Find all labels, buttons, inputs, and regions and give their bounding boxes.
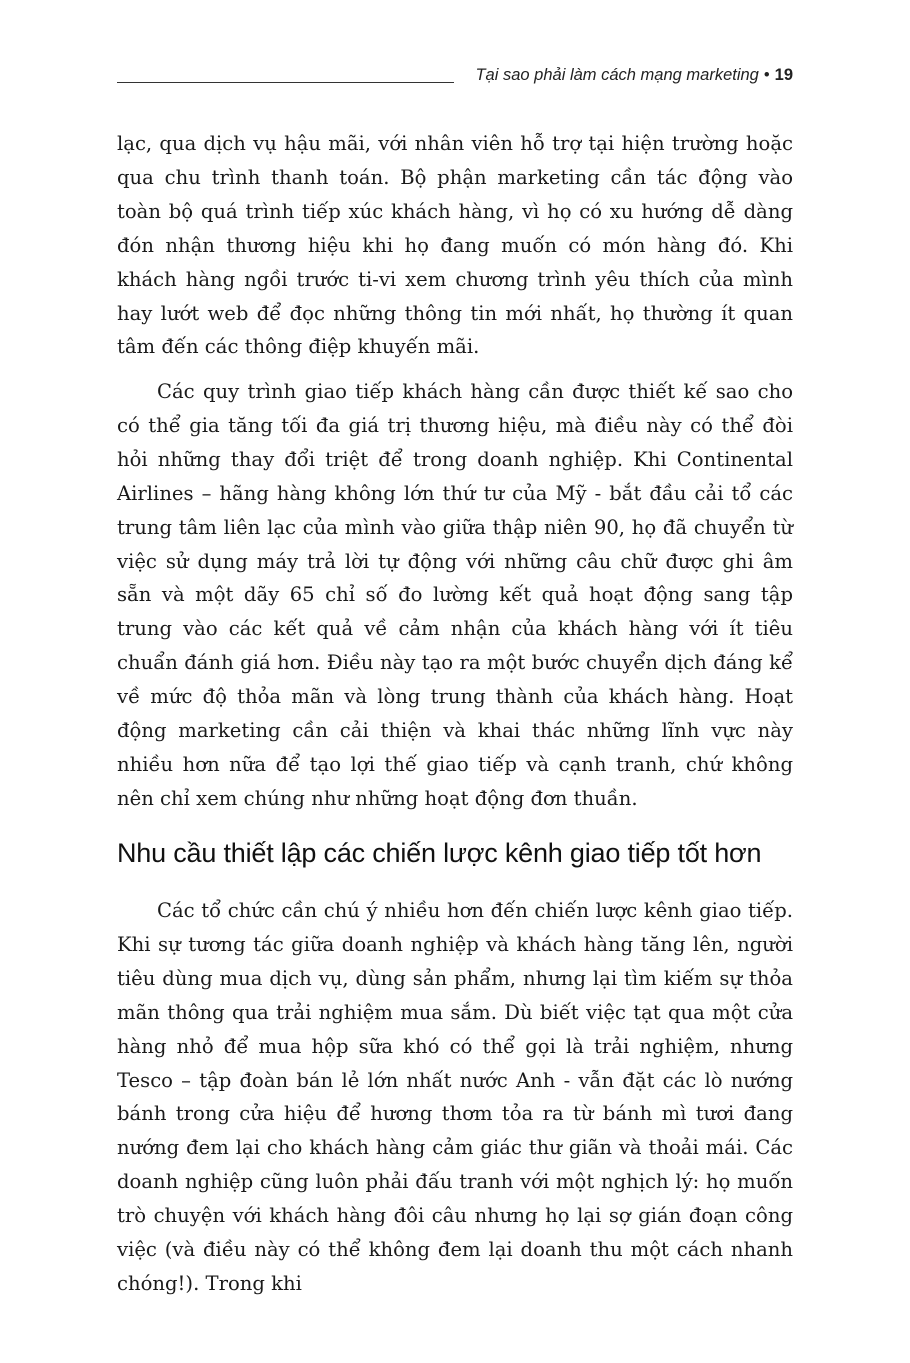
paragraph-continental-airlines — [117, 375, 793, 816]
paragraph-text: Các quy trình giao tiếp khách hàng cần được thiết kế sao cho có thể gia tăng tối đa giá trị thương hiệu, mà điều này có thể đòi hỏi những thay đổi triệt để trong doanh nghiệp. Khi Continental Airlines – hãng hàng không lớn thứ tư của Mỹ - bắt đầu cải tổ các trung tâm liên lạc của mình vào giữa thập niên 90, họ đã chuyển từ việc sử dụng máy trả lời tự động với những câu chữ được ghi âm sẵn và một dãy 65 chỉ số đo lường kết quả hoạt động sang tập trung vào các kết quả về cảm nhận của khách hàng với ít tiêu chuẩn đánh giá hơn. Điều này tạo ra một bước chuyển dịch đáng kể về mức độ thỏa mãn và lòng trung thành của khách hàng. Hoạt động marketing cần cải thiện và khai thác những lĩnh vực này nhiều hơn nữa để tạo lợi thế giao tiếp và cạnh tranh, chứ không nên chỉ xem chúng như những hoạt động đơn thuần. — [117, 380, 793, 810]
header-rule — [117, 82, 454, 83]
chapter-title: Tại sao phải làm cách mạng marketing — [475, 65, 759, 84]
paragraph-channel-strategy — [117, 894, 793, 1301]
running-header — [117, 60, 793, 90]
paragraph-continuation — [117, 127, 793, 364]
header-text — [454, 66, 793, 85]
paragraph-text: lạc, qua dịch vụ hậu mãi, với nhân viên hỗ trợ tại hiện trường hoặc qua chu trình thanh toán. Bộ phận marketing cần tác động vào toàn bộ quá trình tiếp xúc khách hàng, vì họ có xu hướng dễ dàng đón nhận thương hiệu khi họ đang muốn có món hàng đó. Khi khách hàng ngồi trước ti-vi xem chương trình yêu thích của mình hay lướt web để đọc những thông tin mới nhất, họ thường ít quan tâm đến các thông điệp khuyến mãi. — [117, 132, 793, 359]
paragraph-text: Các tổ chức cần chú ý nhiều hơn đến chiến lược kênh giao tiếp. Khi sự tương tác giữa doanh nghiệp và khách hàng tăng lên, người tiêu dùng mua dịch vụ, dùng sản phẩm, nhưng lại tìm kiếm sự thỏa mãn thông qua trải nghiệm mua sắm. Dù biết việc tạt qua một cửa hàng nhỏ để mua hộp sữa khó có thể gọi là trải nghiệm, nhưng Tesco – tập đoàn bán lẻ lớn nhất nước Anh - vẫn đặt các lò nướng bánh trong cửa hiệu để hương thơm tỏa ra từ bánh mì tươi đang nướng đem lại cho khách hàng cảm giác thư giãn và thoải mái. Các doanh nghiệp cũng luôn phải đấu tranh với một nghịch lý: họ muốn trò chuyện với khách hàng đôi câu nhưng họ lại sợ gián đoạn công việc (và điều này có thể không đem lại doanh thu một cách nhanh chóng!). Trong khi — [117, 899, 793, 1295]
page-number: 19 — [774, 65, 793, 84]
section-heading: Nhu cầu thiết lập các chiến lược kênh giao tiếp tốt hơn — [117, 838, 762, 868]
header-bullet: • — [763, 65, 770, 84]
